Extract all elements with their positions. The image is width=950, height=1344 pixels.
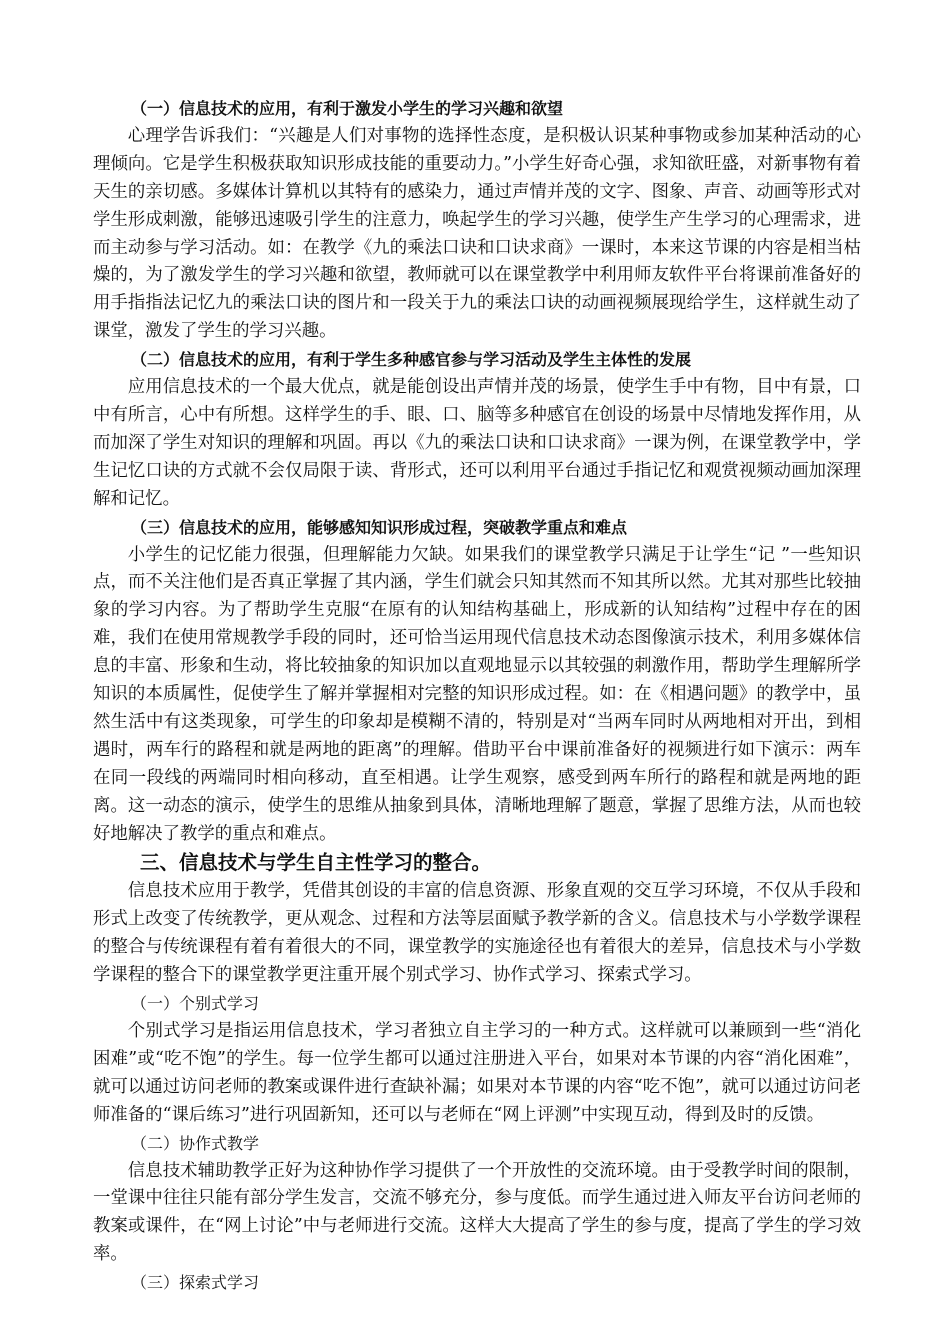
section-heading-3: （三）信息技术的应用，能够感知知识形成过程，突破教学重点和难点 xyxy=(131,517,628,537)
part3-title: 三、信息技术与学生自主性学习的整合。 xyxy=(140,851,492,875)
section-body-1: 心理学告诉我们：“兴趣是人们对事物的选择性态度，是积极认识某种事物或参加某种活动的心理倾向。它是学生积极获取知识形成技能的重要动力。”小学生好奇心强，求知欲旺盛，对新事物有着天生的亲切感。多媒体计算机以其特有的感染力，通过声情并茂的文字、图象、声音、动画等形式对学生形成刺激，能够迅速吸引学生的注意力，唤起学生的学习兴趣，使学生产生学习的心理需求，进而主动参与学习活动。如：在教学《九的乘法口诀和口诀求商》一课时，本来这节课的内容是相当枯燥的，为了激发学生的学习兴趣和欲望，教师就可以在课堂教学中利用师友软件平台将课前准备好的用手指指法记忆九的乘法口诀的图片和一段关于九的乘法口诀的动画视频展现给学生，这样就生动了课堂，激发了学生的学习兴趣。 xyxy=(93,125,861,342)
subsection-heading-individual: （一）个别式学习 xyxy=(131,994,260,1014)
section-heading-2: （二）信息技术的应用，有利于学生多种感官参与学习活动及学生主体性的发展 xyxy=(131,350,692,370)
subsection-heading-exploratory: （三）探索式学习 xyxy=(131,1273,260,1293)
document-page xyxy=(93,95,861,1297)
subsection-heading-cooperative: （二）协作式教学 xyxy=(131,1133,260,1153)
part3-intro: 信息技术应用于教学，凭借其创设的丰富的信息资源、形象直观的交互学习环境，不仅从手段和形式上改变了传统教学，更从观念、过程和方法等层面赋予教学新的含义。信息技术与小学数学课程的整合与传统课程有着有着很大的不同，课堂教学的实施途径也有着很大的差异，信息技术与小学数学课程的整合下的课堂教学更注重开展个别式学习、协作式学习、探索式学习。 xyxy=(93,881,861,986)
subsection-body-individual: 个别式学习是指运用信息技术，学习者独立自主学习的一种方式。这样就可以兼顾到一些“消化困难”或“吃不饱”的学生。每一位学生都可以通过注册进入平台，如果对本节课的内容“消化困难”，就可以通过访问老师的教案或课件进行查缺补漏；如果对本节课的内容“吃不饱”，就可以通过访问老师准备的“课后练习”进行巩固新知，还可以与老师在“网上评测”中实现互动，得到及时的反馈。 xyxy=(93,1021,861,1125)
section-heading-1: （一）信息技术的应用，有利于激发小学生的学习兴趣和欲望 xyxy=(131,99,564,118)
section-body-2: 应用信息技术的一个最大优点，就是能创设出声情并茂的场景，使学生手中有物，目中有景，口中有所言，心中有所想。这样学生的手、眼、口、脑等多种感官在创设的场景中尽情地发挥作用，从而加深了学生对知识的理解和巩固。再以《九的乘法口诀和口诀求商》一课为例，在课堂教学中，学生记忆口诀的方式就不会仅局限于读、背形式，还可以利用平台通过手指记忆和观赏视频动画加深理解和记忆。 xyxy=(93,377,861,509)
subsection-body-cooperative: 信息技术辅助教学正好为这种协作学习提供了一个开放性的交流环境。由于受教学时间的限制，一堂课中往往只能有部分学生发言，交流不够充分，参与度低。而学生通过进入师友平台访问老师的教案或课件，在“网上讨论”中与老师进行交流。这样大大提高了学生的参与度，提高了学生的学习效率。 xyxy=(93,1160,861,1265)
section-body-3: 小学生的记忆能力很强，但理解能力欠缺。如果我们的课堂教学只满足于让学生“记 ”一些知识点，而不关注他们是否真正掌握了其内涵，学生们就会只知其然而不知其所以然。尤其对那些比较抽象的学习内容。为了帮助学生克服“在原有的认知结构基础上，形成新的认知结构”过程中存在的困难，我们在使用常规教学手段的同时，还可恰当运用现代信息技术动态图像演示技术，利用多媒体信息的丰富、形象和生动，将比较抽象的知识加以直观地显示以其较强的刺激作用，帮助学生理解所学知识的本质属性，促使学生了解并掌握相对完整的知识形成过程。如：在《相遇问题》的教学中，虽然生活中有这类现象，可学生的印象却是模糊不清的，特别是对“当两车同时从两地相对开出，到相遇时，两车行的路程和就是两地的距离”的理解。借助平台中课前准备好的视频进行如下演示：两车在同一段线的两端同时相向移动，直至相遇。让学生观察，感受到两车所行的路程和就是两地的距离。这一动态的演示，使学生的思维从抽象到具体，清晰地理解了题意，掌握了思维方法，从而也较好地解决了教学的重点和难点。 xyxy=(93,544,861,844)
